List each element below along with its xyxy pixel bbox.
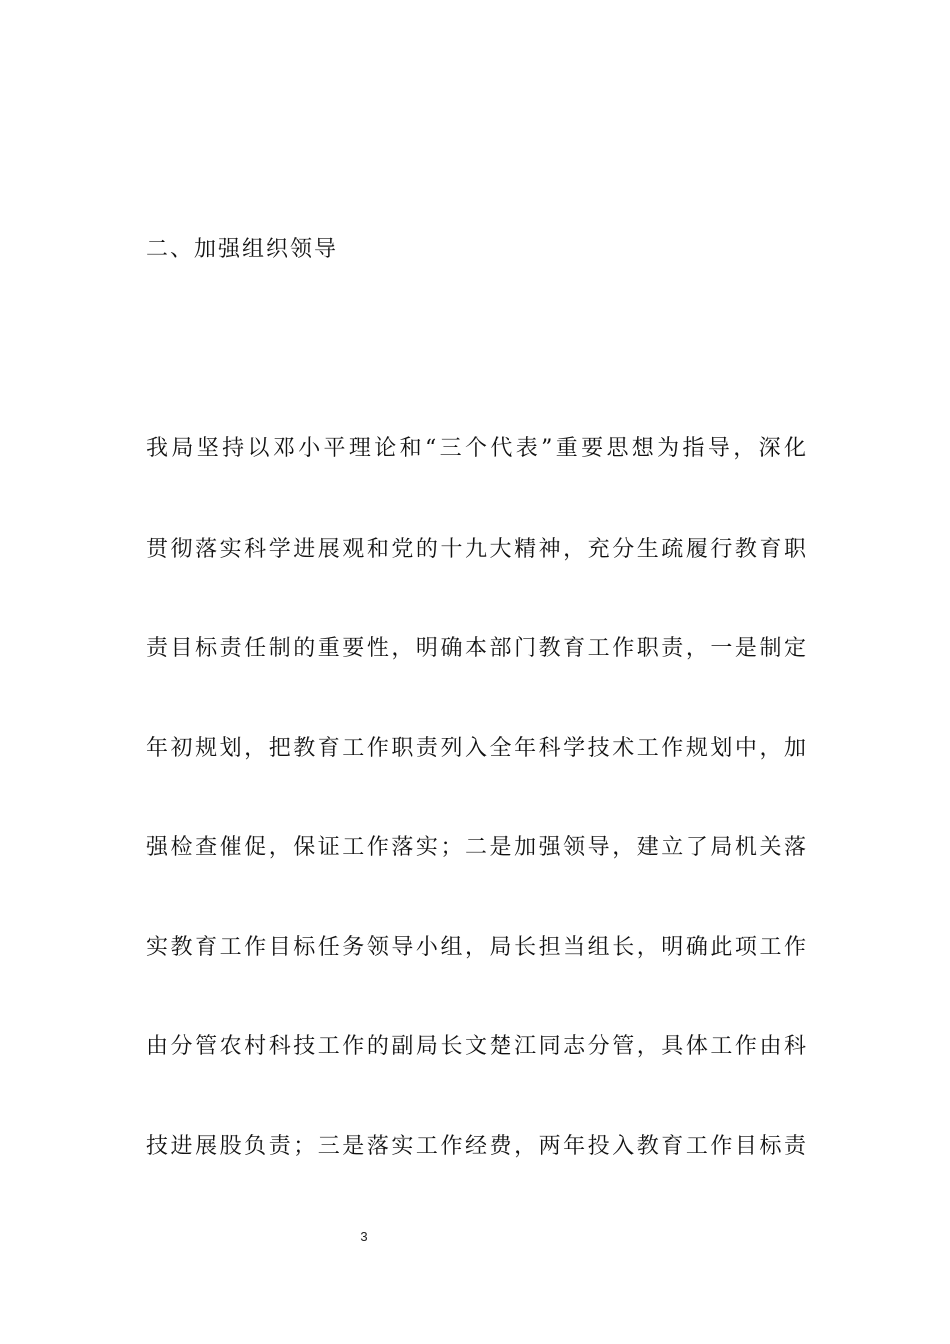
section-heading: 二、加强组织领导 [146, 237, 339, 262]
paragraph-line-4: 年初规划，把教育工作职责列入全年科学技术工作规划中，加 [146, 736, 806, 761]
paragraph-line-6: 实教育工作目标任务领导小组，局长担当组长，明确此项工作 [146, 935, 806, 960]
paragraph-line-1: 我局坚持以邓小平理论和“三个代表”重要思想为指导，深化 [146, 436, 806, 461]
paragraph-line-3: 责目标责任制的重要性，明确本部门教育工作职责，一是制定 [146, 636, 806, 661]
paragraph-line-7: 由分管农村科技工作的副局长文楚江同志分管，具体工作由科 [146, 1034, 806, 1059]
paragraph-line-5: 强检查催促，保证工作落实；二是加强领导，建立了局机关落 [146, 835, 806, 860]
page-number: 3 [360, 1229, 368, 1244]
paragraph-line-8: 技进展股负责；三是落实工作经费，两年投入教育工作目标责 [146, 1134, 806, 1159]
paragraph-line-2: 贯彻落实科学进展观和党的十九大精神，充分生疏履行教育职 [146, 537, 806, 562]
